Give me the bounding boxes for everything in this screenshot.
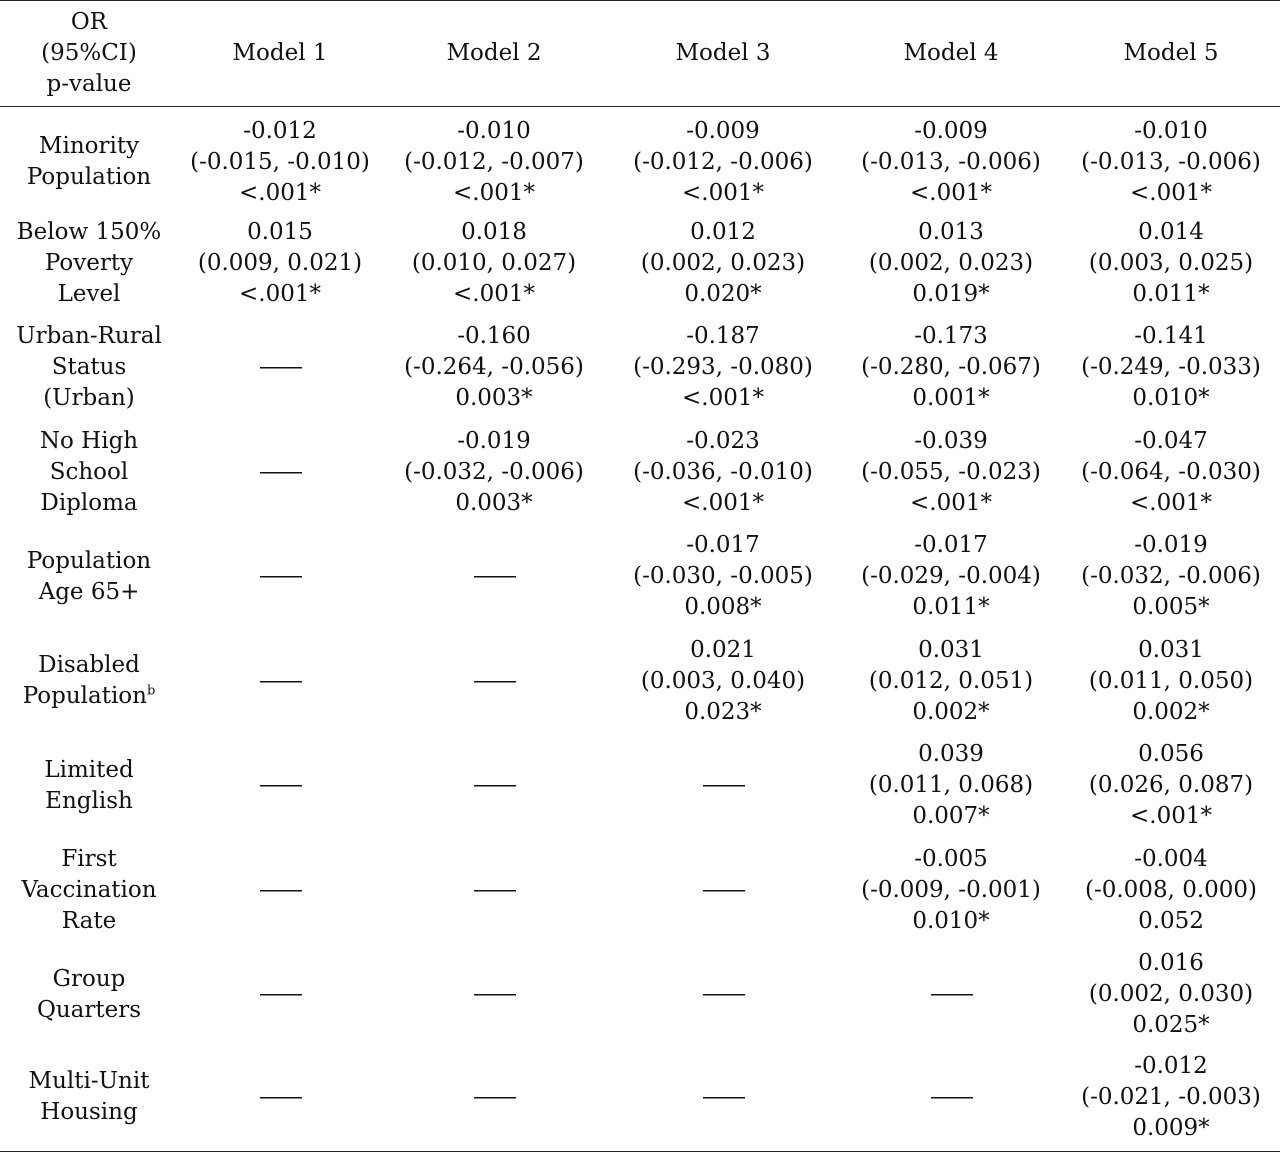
row-label-text: Quarters: [36, 996, 142, 1023]
p-value: <.001*: [682, 489, 764, 516]
empty-marker: ——: [473, 876, 515, 903]
estimate-cell: [1062, 525, 1280, 630]
row-label-text: No High: [39, 427, 139, 454]
model-header: Model 3: [606, 1, 840, 107]
row-label-text: Disabled: [38, 652, 140, 679]
p-value: <.001*: [910, 489, 992, 516]
p-value: <.001*: [910, 179, 992, 206]
estimate-cell: [840, 420, 1062, 525]
confidence-interval: (0.010, 0.027): [411, 249, 577, 276]
p-value: 0.011*: [1132, 280, 1210, 307]
p-value: <.001*: [239, 179, 321, 206]
estimate-cell: [1062, 838, 1280, 943]
confidence-interval: (0.012, 0.051): [868, 667, 1034, 694]
table-row: [0, 525, 1280, 630]
p-value: <.001*: [1130, 179, 1212, 206]
empty-cell: [178, 420, 382, 525]
empty-marker: ——: [259, 563, 301, 590]
estimate-cell: [840, 107, 1062, 212]
empty-cell: [178, 838, 382, 943]
empty-cell: [382, 734, 606, 839]
confidence-interval: (-0.280, -0.067): [861, 354, 1041, 381]
estimate-value: 0.056: [1138, 741, 1204, 768]
estimate-value: -0.012: [1134, 1052, 1208, 1079]
confidence-interval: (-0.055, -0.023): [861, 458, 1041, 485]
estimate-value: 0.014: [1138, 218, 1204, 245]
estimate-value: 0.015: [247, 218, 313, 245]
p-value: 0.023*: [684, 698, 762, 725]
confidence-interval: (-0.013, -0.006): [1081, 148, 1261, 175]
estimate-value: 0.031: [1138, 636, 1204, 663]
estimate-cell: [1062, 420, 1280, 525]
confidence-interval: (-0.264, -0.056): [404, 354, 584, 381]
row-label-text: Status: [51, 354, 127, 381]
empty-cell: [606, 1047, 840, 1152]
confidence-interval: (-0.032, -0.006): [404, 458, 584, 485]
row-label-line: [0, 352, 178, 383]
confidence-interval: (0.011, 0.050): [1088, 667, 1254, 694]
row-label-line: [0, 279, 178, 310]
estimate-value: -0.010: [457, 117, 531, 144]
empty-cell: [178, 943, 382, 1048]
estimate-value: 0.018: [461, 218, 527, 245]
p-value: 0.002*: [1132, 698, 1210, 725]
row-label-line: [0, 906, 178, 937]
estimate-value: -0.023: [686, 427, 760, 454]
empty-marker: ——: [259, 458, 301, 485]
estimate-value: -0.019: [457, 427, 531, 454]
estimate-cell: [840, 734, 1062, 839]
table-row: [0, 838, 1280, 943]
empty-cell: [178, 629, 382, 734]
empty-cell: [382, 1047, 606, 1152]
p-value: 0.025*: [1132, 1012, 1210, 1039]
model-header: Model 4: [840, 1, 1062, 107]
row-label-text: Limited: [44, 756, 134, 783]
empty-marker: ——: [259, 667, 301, 694]
p-value: 0.009*: [1132, 1114, 1210, 1141]
stub-header-line: p-value: [46, 71, 132, 97]
estimate-cell: [1062, 1047, 1280, 1152]
estimate-cell: [1062, 107, 1280, 212]
empty-cell: [382, 629, 606, 734]
empty-marker: ——: [930, 1083, 972, 1110]
confidence-interval: (0.002, 0.030): [1088, 981, 1254, 1008]
estimate-value: -0.017: [914, 532, 988, 559]
estimate-value: 0.012: [690, 218, 756, 245]
estimate-value: -0.009: [914, 117, 988, 144]
row-label-line: [0, 546, 178, 577]
row-label-line: [0, 995, 178, 1026]
table-row: [0, 734, 1280, 839]
empty-marker: ——: [259, 1083, 301, 1110]
row-label: [0, 734, 178, 839]
table-row: [0, 1047, 1280, 1152]
stub-header-line: (95%CI): [41, 40, 137, 66]
estimate-cell: [1062, 734, 1280, 839]
row-label-line: [0, 248, 178, 279]
row-label-line: [0, 426, 178, 457]
row-label-line: [0, 875, 178, 906]
row-label: [0, 420, 178, 525]
p-value: <.001*: [1130, 489, 1212, 516]
estimate-cell: [606, 211, 840, 316]
confidence-interval: (-0.013, -0.006): [861, 148, 1041, 175]
estimate-value: -0.019: [1134, 532, 1208, 559]
p-value: <.001*: [453, 179, 535, 206]
estimate-value: -0.005: [914, 845, 988, 872]
row-label: [0, 1047, 178, 1152]
empty-cell: [382, 943, 606, 1048]
row-label: [0, 525, 178, 630]
row-label-text: Urban-Rural: [16, 323, 162, 350]
table-row: [0, 420, 1280, 525]
table-row: [0, 316, 1280, 421]
row-label-text: Poverty: [44, 249, 134, 276]
estimate-value: 0.039: [918, 741, 984, 768]
row-label-line: [0, 383, 178, 414]
empty-cell: [178, 1047, 382, 1152]
table-header: [0, 1, 1280, 107]
empty-cell: [178, 316, 382, 421]
estimate-value: -0.173: [914, 323, 988, 350]
empty-cell: [178, 734, 382, 839]
row-label-text: Minority: [38, 133, 140, 159]
estimate-cell: [382, 420, 606, 525]
estimate-cell: [1062, 211, 1280, 316]
empty-marker: ——: [473, 772, 515, 799]
row-label-line: [0, 964, 178, 995]
confidence-interval: (-0.249, -0.033): [1081, 354, 1261, 381]
row-label-text: Rate: [61, 907, 117, 934]
estimate-cell: [1062, 943, 1280, 1048]
empty-cell: [178, 525, 382, 630]
estimate-cell: [840, 211, 1062, 316]
estimate-cell: [178, 211, 382, 316]
empty-marker: ——: [702, 772, 744, 799]
estimate-value: -0.010: [1134, 117, 1208, 144]
estimate-value: 0.016: [1138, 950, 1204, 977]
empty-cell: [840, 943, 1062, 1048]
row-label-line: [0, 844, 178, 875]
row-label-line: [0, 131, 178, 162]
row-label-line: [0, 321, 178, 352]
estimate-cell: [382, 211, 606, 316]
empty-marker: ——: [473, 1083, 515, 1110]
empty-cell: [840, 1047, 1062, 1152]
row-label-line: [0, 681, 178, 712]
row-label-line: [0, 1066, 178, 1097]
row-label-text: Age 65+: [38, 578, 140, 605]
estimate-cell: [606, 316, 840, 421]
estimate-cell: [382, 107, 606, 212]
row-label-line: [0, 488, 178, 519]
row-label: [0, 943, 178, 1048]
empty-marker: ——: [259, 876, 301, 903]
p-value: 0.052: [1138, 907, 1204, 934]
confidence-interval: (-0.021, -0.003): [1081, 1083, 1261, 1110]
estimate-cell: [840, 629, 1062, 734]
estimate-value: -0.047: [1134, 427, 1208, 454]
model-header: Model 2: [382, 1, 606, 107]
estimate-cell: [606, 420, 840, 525]
row-label-text: Level: [57, 280, 121, 307]
row-label-line: [0, 786, 178, 817]
row-label-text: Population: [26, 164, 152, 190]
confidence-interval: (-0.030, -0.005): [633, 563, 813, 590]
estimate-cell: [382, 316, 606, 421]
model-header: Model 5: [1062, 1, 1280, 107]
p-value: 0.020*: [684, 280, 762, 307]
estimate-cell: [178, 107, 382, 212]
empty-marker: ——: [930, 981, 972, 1008]
stub-header-line: OR: [70, 9, 108, 35]
estimate-cell: [1062, 629, 1280, 734]
confidence-interval: (0.026, 0.087): [1088, 772, 1254, 799]
empty-marker: ——: [702, 876, 744, 903]
header-row: [0, 1, 1280, 107]
confidence-interval: (0.011, 0.068): [868, 772, 1034, 799]
empty-cell: [382, 838, 606, 943]
p-value: 0.007*: [912, 803, 990, 830]
row-label-text: (Urban): [43, 385, 135, 412]
p-value: <.001*: [453, 280, 535, 307]
estimate-value: -0.009: [686, 117, 760, 144]
row-label-text: English: [45, 787, 133, 814]
empty-marker: ——: [473, 667, 515, 694]
row-label-text: Below 150%: [16, 218, 162, 245]
estimate-value: -0.012: [243, 117, 317, 144]
empty-marker: ——: [259, 772, 301, 799]
estimate-cell: [1062, 316, 1280, 421]
estimate-cell: [606, 525, 840, 630]
empty-marker: ——: [473, 563, 515, 590]
row-label: [0, 107, 178, 212]
row-label-text: Population: [26, 547, 152, 574]
table-body: [0, 107, 1280, 1152]
model-header: Model 1: [178, 1, 382, 107]
empty-marker: ——: [473, 981, 515, 1008]
estimate-cell: [840, 316, 1062, 421]
estimate-cell: [840, 525, 1062, 630]
p-value: 0.008*: [684, 594, 762, 621]
row-label-text: School: [49, 458, 129, 485]
stub-header: [0, 1, 178, 107]
estimate-value: 0.021: [690, 636, 756, 663]
estimate-cell: [606, 107, 840, 212]
row-label: [0, 629, 178, 734]
row-label-text: Diploma: [40, 489, 138, 516]
empty-cell: [606, 734, 840, 839]
confidence-interval: (-0.064, -0.030): [1081, 458, 1261, 485]
confidence-interval: (-0.009, -0.001): [861, 876, 1041, 903]
estimate-value: -0.141: [1134, 323, 1208, 350]
row-label-line: [0, 650, 178, 681]
row-label-line: [0, 577, 178, 608]
p-value: <.001*: [682, 385, 764, 412]
estimate-value: -0.039: [914, 427, 988, 454]
p-value: 0.005*: [1132, 594, 1210, 621]
empty-cell: [606, 838, 840, 943]
confidence-interval: (0.002, 0.023): [640, 249, 806, 276]
empty-marker: ——: [702, 1083, 744, 1110]
table-row: [0, 211, 1280, 316]
row-label-text: Multi-Unit: [28, 1068, 150, 1094]
estimate-cell: [606, 629, 840, 734]
p-value: <.001*: [682, 179, 764, 206]
confidence-interval: (-0.015, -0.010): [190, 148, 370, 175]
estimate-value: 0.013: [918, 218, 984, 245]
estimate-value: -0.187: [686, 323, 760, 350]
confidence-interval: (-0.029, -0.004): [861, 563, 1041, 590]
p-value: 0.003*: [455, 489, 533, 516]
p-value: 0.002*: [912, 698, 990, 725]
empty-cell: [382, 525, 606, 630]
row-label-line: [0, 755, 178, 786]
estimate-value: -0.017: [686, 532, 760, 559]
estimate-value: -0.004: [1134, 845, 1208, 872]
p-value: 0.019*: [912, 280, 990, 307]
empty-cell: [606, 943, 840, 1048]
footnote-marker: b: [146, 683, 156, 699]
estimate-value: -0.160: [457, 323, 531, 350]
p-value: <.001*: [239, 280, 321, 307]
estimate-value: 0.031: [918, 636, 984, 663]
p-value: <.001*: [1130, 803, 1212, 830]
row-label-line: [0, 162, 178, 193]
row-label: [0, 316, 178, 421]
table-row: [0, 629, 1280, 734]
table-row: [0, 107, 1280, 212]
row-label-text: Vaccination: [21, 876, 157, 903]
p-value: 0.010*: [912, 907, 990, 934]
empty-marker: ——: [259, 354, 301, 381]
table-row: [0, 943, 1280, 1048]
confidence-interval: (-0.012, -0.006): [633, 148, 813, 175]
confidence-interval: (0.002, 0.023): [868, 249, 1034, 276]
row-label-line: [0, 1097, 178, 1128]
confidence-interval: (0.003, 0.025): [1088, 249, 1254, 276]
row-label-line: [0, 457, 178, 488]
empty-marker: ——: [702, 981, 744, 1008]
confidence-interval: (-0.032, -0.006): [1081, 563, 1261, 590]
p-value: 0.011*: [912, 594, 990, 621]
confidence-interval: (-0.012, -0.007): [404, 148, 584, 175]
p-value: 0.003*: [455, 385, 533, 412]
empty-marker: ——: [259, 981, 301, 1008]
p-value: 0.001*: [912, 385, 990, 412]
estimate-cell: [840, 838, 1062, 943]
row-label: [0, 211, 178, 316]
row-label-text: Population: [22, 683, 147, 710]
confidence-interval: (-0.293, -0.080): [633, 354, 813, 381]
row-label: [0, 838, 178, 943]
confidence-interval: (-0.008, 0.000): [1084, 876, 1258, 903]
confidence-interval: (-0.036, -0.010): [633, 458, 813, 485]
row-label-line: [0, 217, 178, 248]
confidence-interval: (0.009, 0.021): [197, 249, 363, 276]
confidence-interval: (0.003, 0.040): [640, 667, 806, 694]
row-label-text: First: [61, 845, 117, 872]
p-value: 0.010*: [1132, 385, 1210, 412]
row-label-text: Housing: [40, 1099, 138, 1125]
row-label-text: Group: [52, 965, 126, 992]
